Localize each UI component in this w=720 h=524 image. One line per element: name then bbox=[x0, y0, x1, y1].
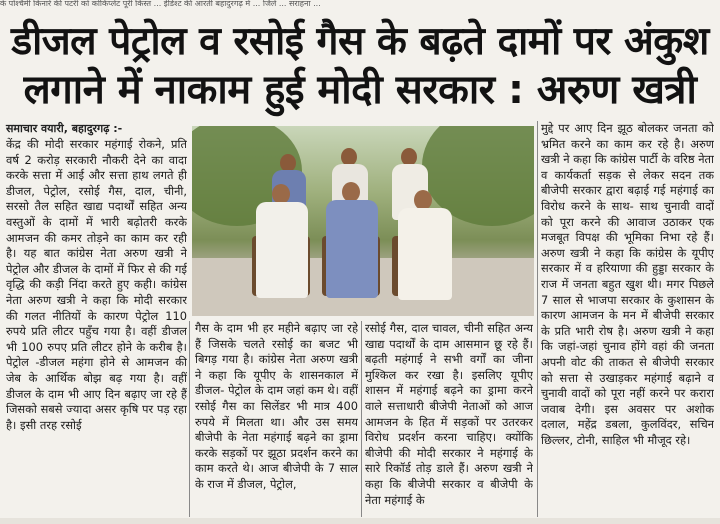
column-divider bbox=[537, 121, 538, 517]
page-bottom-edge bbox=[0, 518, 720, 524]
article-column-4 bbox=[541, 121, 714, 522]
column-1-text: केंद्र की मोदी सरकार महंगाई रोकने, प्रति वर्ष 2 करोड़ सरकारी नौकरी देने का वादा करके सत्ता में आई और सत्ता हाथ लगते ही डीजल, पेट्रोल, रसोई गैस, दाल, चीनी, सरसो तैल सहित खाद्य पदार्थों सहित अन्य वस्तुओं के दामों में भारी बढ़ोतरी करके आमजन की कमर तोड़ने का काम कर रही है। यह बात कांग्रेस नेता अरुण खत्री ने पेट्रोल और डीजल के दामों में फिर से की गई वृद्धि की कड़ी निंदा करते हुए कही। कांग्रेस नेता अरुण खत्री ने कहा कि मोदी सरकार की गलत नीतियों के कारण पेट्रोल 110 रुपये प्रति लीटर पहुँच गया है। वहीं डीजल भी 100 रुपए प्रति लीटर होने के करीब है। पेट्रोल -डीजल महंगा होने से आमजन की जेब के आर्थिक बोझ बढ़ गया है। वहीं डीजल के दाम भी आए दिन बढ़ाए जा रहे हैं जिसको सबसे ज्यादा असर कृषि पर पड़ रहा है। इसी तरह रसोई bbox=[6, 137, 187, 432]
article-column-1 bbox=[6, 137, 187, 522]
previous-article-strip: के पश्चिमी किनारे की पटरी को कोकिप्लेट पूरी किस्त ... ईडिश्ट की आरती बहादुरगढ़ में ... जिले ... सराहना ... bbox=[0, 0, 321, 8]
column-3-text: रसोई गैस, दाल चावल, चीनी सहित अन्य खाद्य पदार्थों के दाम आसमान छू रहे हैं। बढ़ती महंगाई ने सभी वर्गों का जीना मुश्किल कर रखा है। इसलिए यूपीए शासन में महंगाई बढ़ने का ड्रामा करने वाले सत्ताधारी बीजेपी नेताओं को आज आमजन के हित में सड़कों पर उतरकर विरोध प्रदर्शन करना चाहिए। क्योंकि बीजेपी की मोदी सरकार ने महंगाई के सारे रिकॉर्ड तोड़ डाले हैं। अरुण खत्री ने कहा कि बीजेपी सरकार व बीजेपी के नेता महंगाई के bbox=[365, 321, 533, 507]
headline-line-2: लगाने में नाकाम हुई मोदी सरकार : अरुण खत्री bbox=[23, 67, 697, 113]
column-divider bbox=[361, 321, 362, 517]
article-column-2 bbox=[195, 321, 358, 521]
column-2-text: गैस के दाम भी हर महीने बढ़ाए जा रहे हैं जिसके चलते रसोई का बजट भी बिगड़ गया है। कांग्रेस नेता अरुण खत्री ने कहा कि यूपीए के शासनकाल में डीजल- पेट्रोल के दाम जहां कम थे। वहीं रसोई गैस का सिलेंडर भी मात्र 400 रुपये में मिलता था। और उस समय बीजेपी के नेता महंगाई बढ़ने का ड्रामा करके सड़कों पर झूठा प्रदर्शन करने का काम करते थे। आज बीजेपी के 7 साल के राज में डीजल, पेट्रोल, bbox=[195, 321, 358, 491]
article-column-3 bbox=[365, 321, 533, 521]
column-divider bbox=[189, 321, 190, 517]
headline-line-1: डीजल पेट्रोल व रसोई गैस के बढ़ते दामों पर अंकुश bbox=[11, 19, 709, 64]
byline: समाचार वयारी, बहादुरगढ़ :- bbox=[6, 122, 123, 135]
article-photo bbox=[192, 126, 534, 316]
column-4-text: मुद्दे पर आए दिन झूठ बोलकर जनता को भ्रमित करने का काम कर रहे है। अरुण खत्री ने कहा कि कांग्रेस पार्टी के वरिष्ठ नेता व कार्यकर्ता सड़क से लेकर सदन तक बीजेपी सरकार द्वारा बढ़ाई गई महंगाई का विरोध करने के साथ- साथ चुनावी वादों को पूरा करने की आवाज उठाकर एक मजबूत विपक्ष की भूमिका निभा रहे हैं। अरुण खत्री ने कहा कि कांग्रेस के यूपीए सरकार में व हरियाणा की हुड्डा सरकार के राज में जनता बहुत खुश थी। मगर पिछले 7 साल से भाजपा सरकार के कुशासन के कारण आमजन के मन में बीजेपी सरकार के प्रति भारी रोष है। अरुण खत्री ने कहा कि जहां-जहां चुनाव होंगे वहां की जनता अपनी वोट की ताकत से बीजेपी सरकार को सत्ता से उखाड़कर महंगाई बढ़ाने व चुनावी वादों को पूरा नहीं करने पर करारा जवाब देगी। इस अवसर पर अशोक दलाल, महेंद्र डबला, कुलविंदर, सचिन छिल्लर, टोनी, साहिल भी मौजूद रहे। bbox=[541, 121, 714, 447]
